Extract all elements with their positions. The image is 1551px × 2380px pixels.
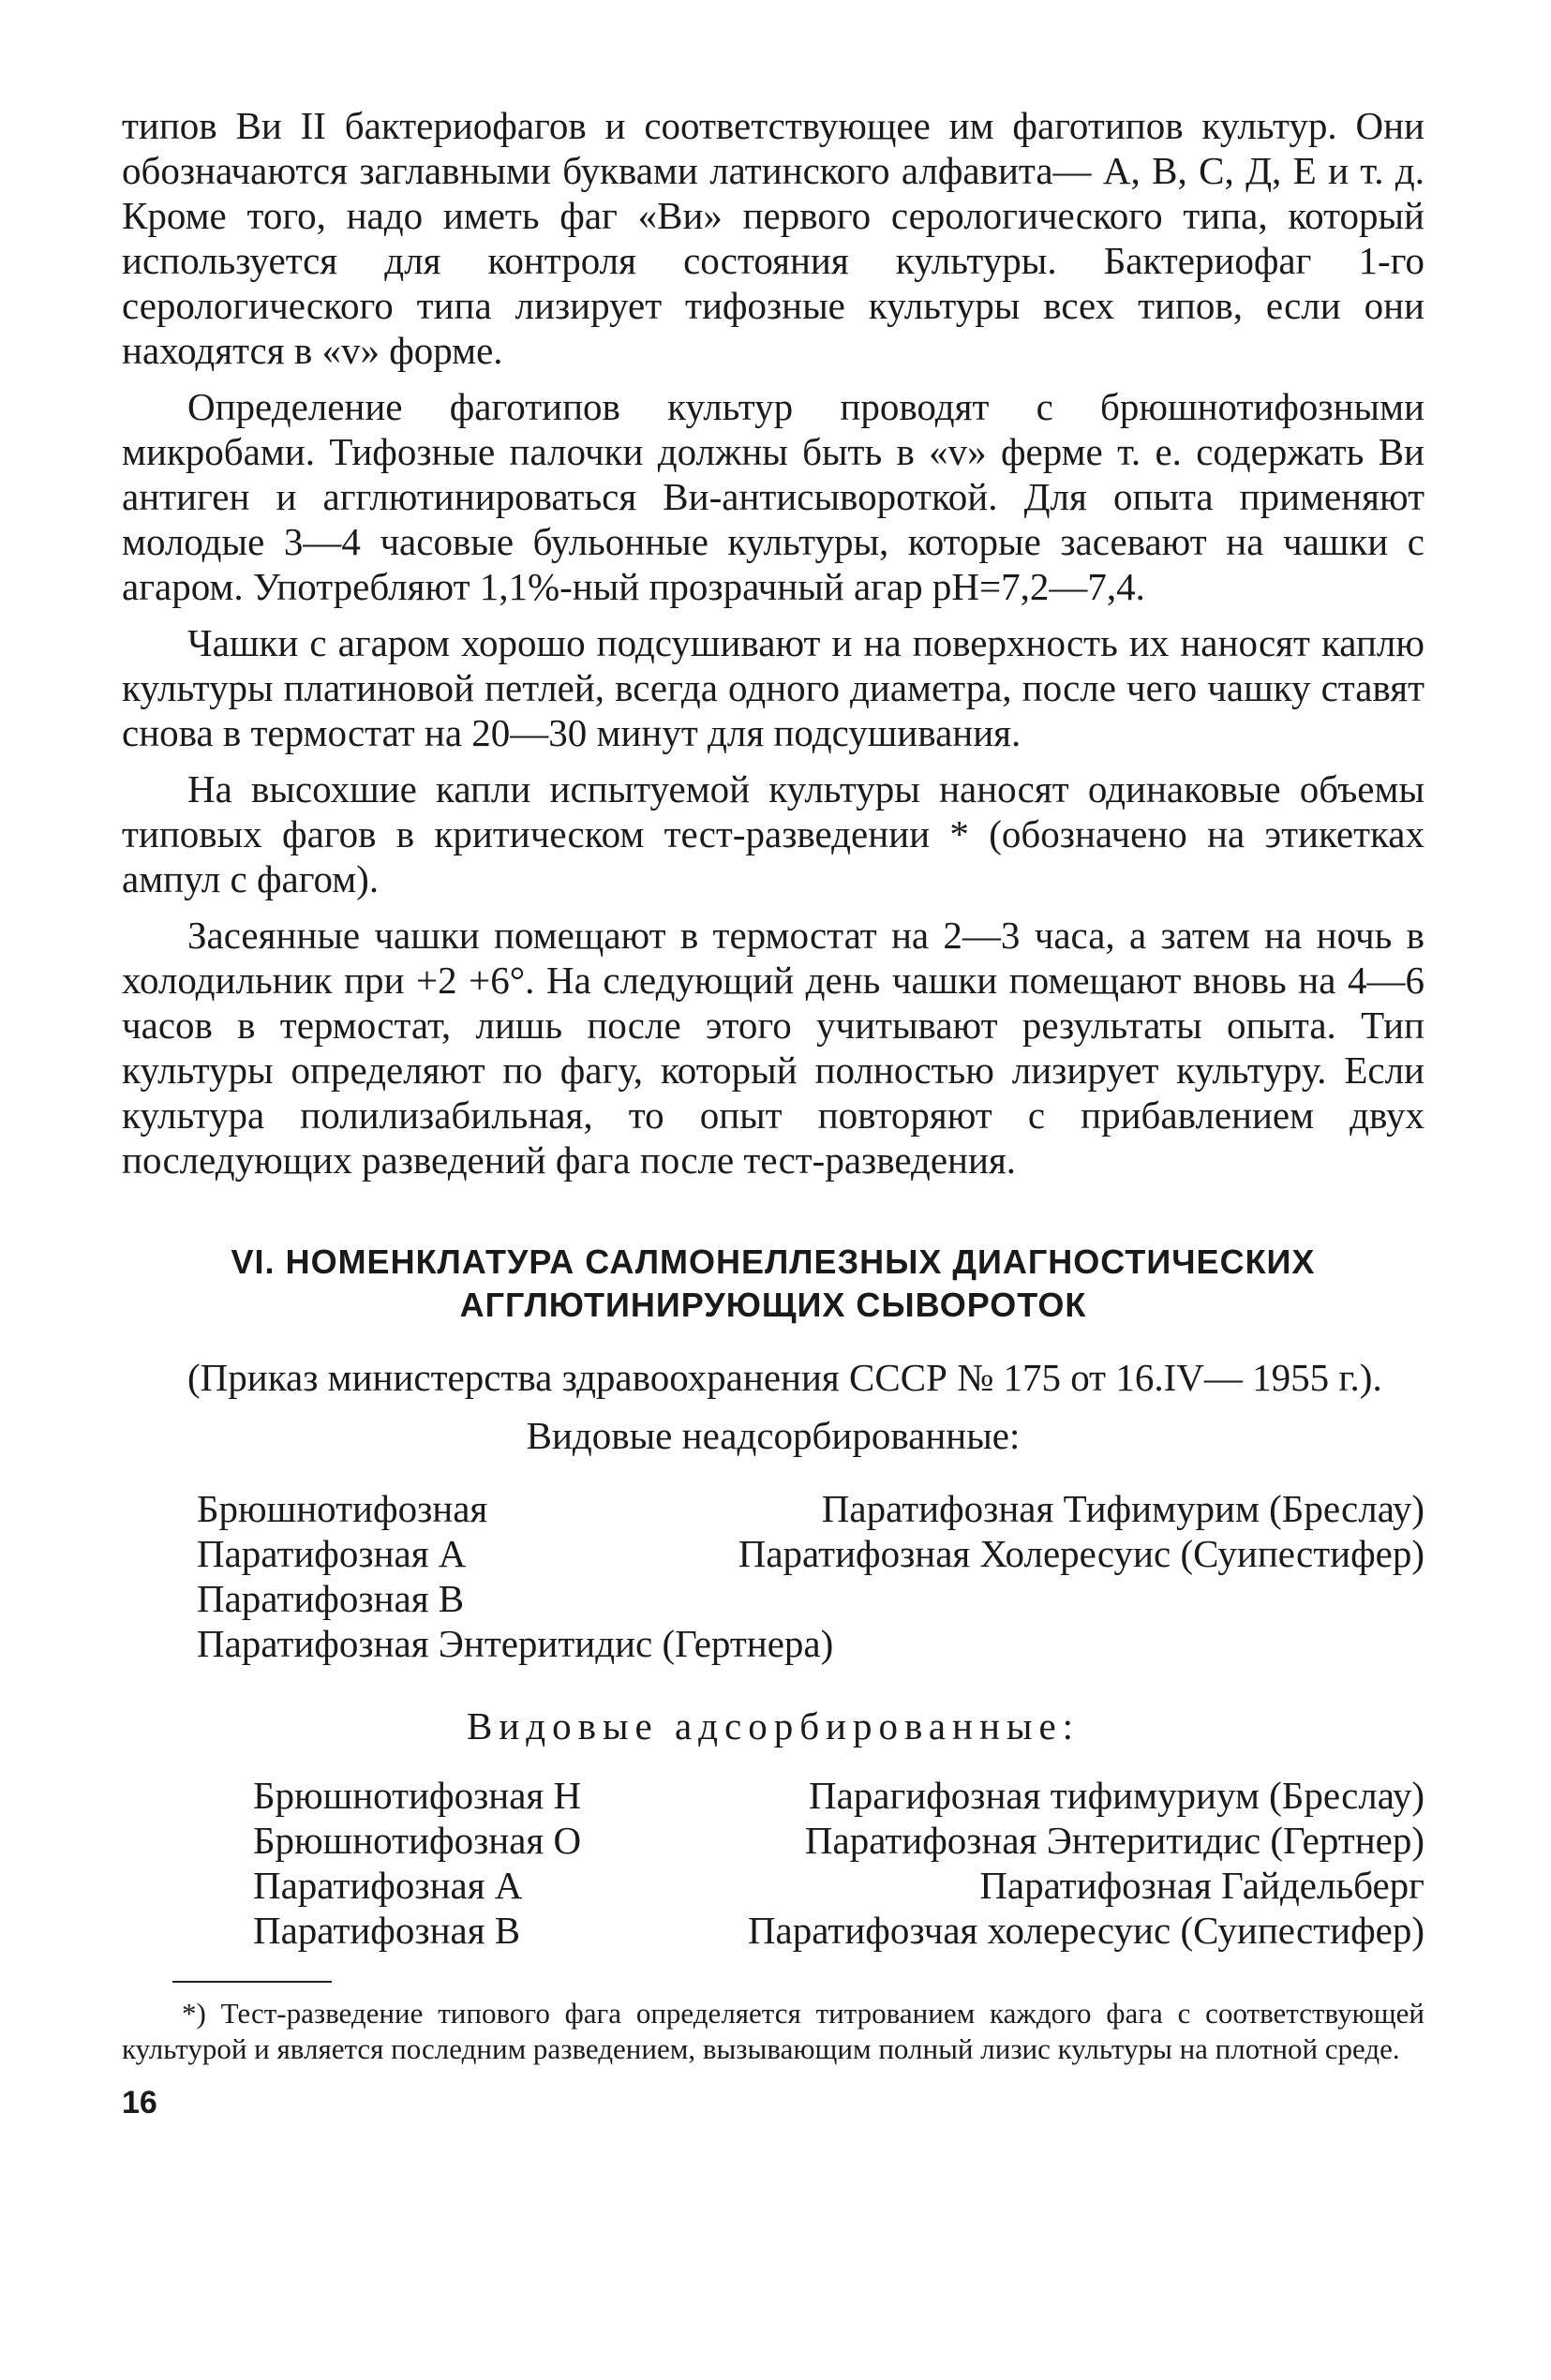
nonadsorbed-serum-list [122, 1486, 1424, 1666]
list-item: Брюшнотифозная [197, 1487, 488, 1530]
paragraph-1: типов Ви II бактериофагов и соответствующее им фаготипов культур. Они обозначаются заглавными буквами латинского алфавита— А, В, С, Д, Е и т. д. Кроме того, надо иметь фаг «Ви» первого серологического типа, который используется для контроля состояния культуры. Бактериофаг 1-го серологического типа лизирует тифозные культуры всех типов, если они находятся в «v» форме. [122, 104, 1424, 372]
list-item: Паратифозная В [197, 1577, 465, 1620]
paragraph-2: Определение фаготипов культур проводят с брюшнотифозными микробами. Тифозные палочки должны быть в «v» ферме т. е. содержать Ви антиген и агглютинироваться Ви-антисывороткой. Для опыта применяют молодые 3—4 часовые бульонные культуры, которые засевают на чашки с агаром. Употребляют 1,1%-ный прозрачный агар pH=7,2—7,4. [122, 385, 1424, 608]
order-reference: (Приказ министерства здравоохранения СССР № 175 от 16.IV— 1955 г.). [187, 1356, 1382, 1399]
list-item: Паратифозная А [253, 1864, 523, 1907]
list-item: Паратифозная Гайдельберг [979, 1864, 1424, 1907]
subheading-adsorbed: Видовые адсорбированные: [466, 1704, 1081, 1748]
footnote-divider [172, 1981, 332, 1983]
list-item: Паратифозная Холересуис (Суипестифер) [738, 1532, 1424, 1575]
paragraph-5: Засеянные чашки помещают в термостат на 2—3 часа, а затем на ночь в холодильник при +2 +6°. На следующий день чашки помещают вновь на 4—6 часов в термостат, лишь после этого учитывают результаты опыта. Тип культуры определяют по фагу, который полностью лизирует культуру. Если культура полилизабильная, то опыт повторяют с прибавлением двух последующих разведений фага после тест-разведения. [122, 914, 1424, 1182]
list-item: Паратифозная В [253, 1909, 521, 1952]
subheading-nonadsorbed: Видовые неадсорбированные: [526, 1414, 1021, 1457]
document-page [122, 103, 1424, 2125]
section-heading [122, 1241, 1424, 1327]
adsorbed-serum-list [122, 1773, 1424, 1953]
list-item: Парагифозная тифимуриум (Бреслау) [808, 1774, 1424, 1817]
section-title-line-1: VI. НОМЕНКЛАТУРА САЛМОНЕЛЛЕЗНЫХ ДИАГНОСТИЧЕСКИХ [231, 1242, 1316, 1281]
footnote: *) Тест-разведение типового фага определяется титрованием каждого фага с соответствующей культурой и является последним разведением, вызывающим полный лизис культуры на плотной среде. [122, 1997, 1424, 2065]
list-item: Паратифозная Тифимурим (Бреслау) [821, 1487, 1424, 1530]
list-item: Паратифозная Энтеритидис (Гертнера) [197, 1622, 834, 1665]
list-item: Паратифозчая холересуис (Суипестифер) [747, 1909, 1424, 1952]
list-item: Брюшнотифозная Н [253, 1774, 582, 1817]
section-title-line-2: АГГЛЮТИНИРУЮЩИХ СЫВОРОТОК [459, 1286, 1087, 1324]
list-item: Брюшнотифозная О [253, 1819, 582, 1862]
paragraph-4: На высохшие капли испытуемой культуры наносят одинаковые объемы типовых фагов в критическом тест-разведении * (обозначено на этикетках ампул с фагом). [122, 767, 1424, 900]
list-item: Паратифозная А [197, 1532, 467, 1575]
list-item: Паратифозная Энтеритидис (Гертнер) [804, 1819, 1424, 1862]
page-number: 16 [122, 2085, 157, 2120]
paragraph-3: Чашки с агаром хорошо подсушивают и на поверхность их наносят каплю культуры платиновой петлей, всегда одного диаметра, после чего чашку ставят снова в термостат на 20—30 минут для подсушивания. [122, 621, 1424, 754]
